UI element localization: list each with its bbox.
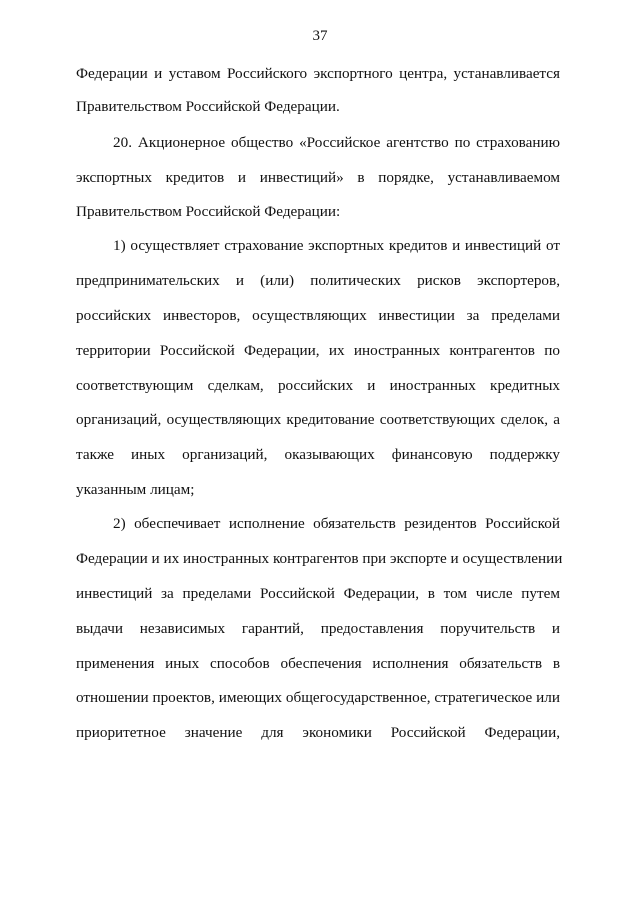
text-line: предпринимательских и (или) политических рисков экспортеров, [76,272,560,289]
text-line: отношении проектов, имеющих общегосударственное, стратегическое или [76,689,560,706]
text-line: применения иных способов обеспечения исполнения обязательств в [76,655,560,672]
page-number: 37 [312,28,328,44]
text-line: Правительством Российской Федерации: [76,203,341,220]
text-line: Федерации и уставом Российского экспортного центра, устанавливается [76,65,560,82]
text-line: Федерации и их иностранных контрагентов при экспорте и осуществлении [76,550,563,567]
item-1-start: 1) осуществляет страхование экспортных кредитов и инвестиций от [113,237,560,254]
text-line: указанным лицам; [76,481,195,498]
text-line: экспортных кредитов и инвестиций» в порядке, устанавливаемом [76,169,560,186]
text-line: приоритетное значение для экономики Российской Федерации, [76,724,560,741]
paragraph-20-start: 20. Акционерное общество «Российское агентство по страхованию [113,134,560,151]
text-line: также иных организаций, оказывающих финансовую поддержку [76,446,560,463]
text-line: Правительством Российской Федерации. [76,98,340,115]
text-line: соответствующим сделкам, российских и иностранных кредитных [76,377,560,394]
text-line: территории Российской Федерации, их иностранных контрагентов по [76,342,560,359]
item-2-start: 2) обеспечивает исполнение обязательств резидентов Российской [113,515,560,532]
text-line: выдачи независимых гарантий, предоставления поручительств и [76,620,560,637]
text-line: российских инвесторов, осуществляющих инвестиции за пределами [76,307,560,324]
text-line: организаций, осуществляющих кредитование соответствующих сделок, а [76,411,560,428]
text-line: инвестиций за пределами Российской Федерации, в том числе путем [76,585,560,602]
